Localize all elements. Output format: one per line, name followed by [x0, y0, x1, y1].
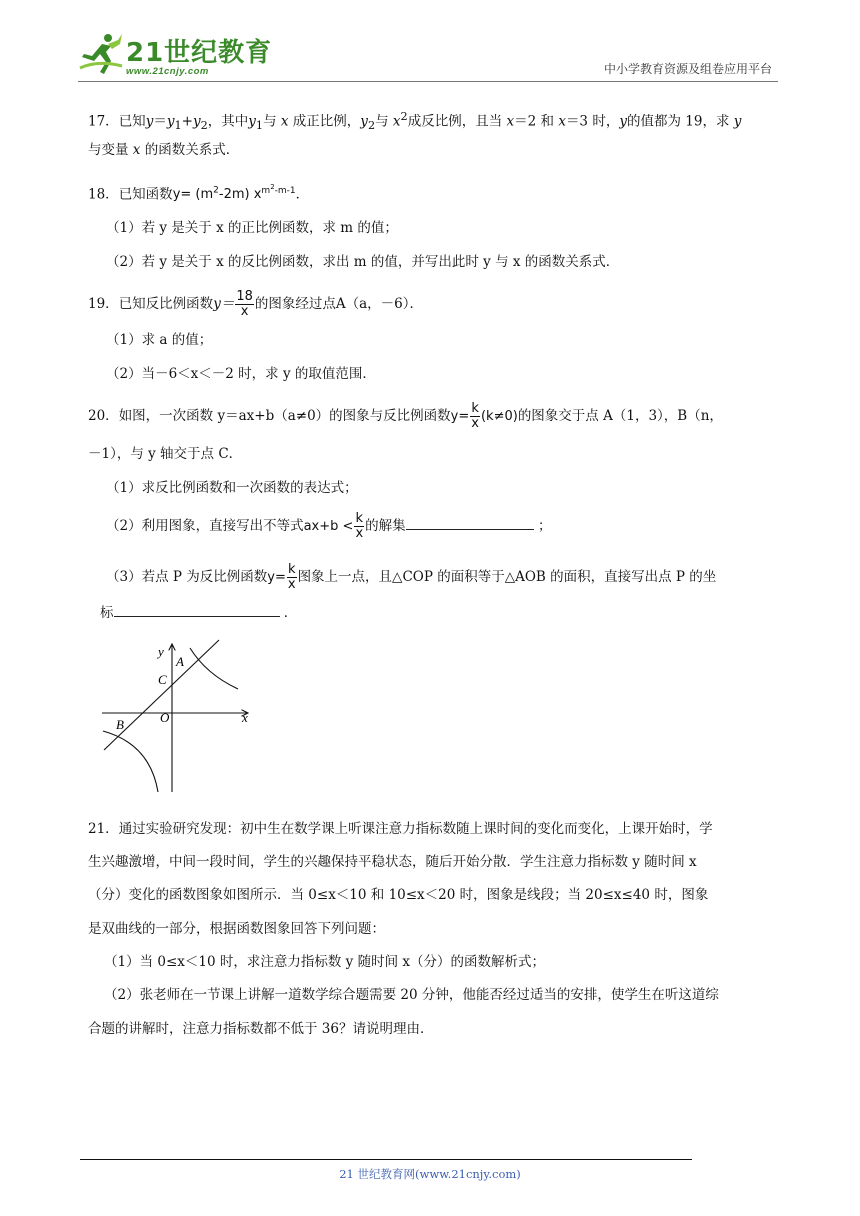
header-divider [78, 81, 778, 82]
q18-formula: $y= (m^2-2m)$ $x^{m^2-m-1}$ [172, 183, 296, 203]
label-x: x [242, 710, 248, 725]
label-A: A [176, 654, 184, 669]
q18-line1: 18．已知函数$y= (m^2-2m)$ $x^{m^2-m-1}$． [88, 183, 310, 203]
hyperbola-branch-2 [103, 731, 158, 792]
q20-fraction-ineq: $\frac{k}{x}$ [355, 511, 364, 541]
q20-fraction-k-x: $\frac{k}{x}$ [471, 401, 479, 431]
q17-line1: 17．已知$y=y_1+y_2$，其中$y_1$与 x 成正比例，$y_2$与 $x^2$成反比例，且当 x＝2 和 x＝3 时，y的值都为 19，求 y [88, 110, 742, 133]
q19-line1: 19．已知反比例函数y＝ $\frac{18}{x}$ 的图象经过点A（a，－6）． [88, 289, 424, 319]
q18-part2: （2）若 y 是关于 x 的反比例函数，求出 m 的值，并写出此时 y 与 x 的函数关系式． [106, 254, 620, 270]
q18-number: 18． [88, 186, 119, 203]
q17-line2: 与变量 x 的函数关系式． [88, 142, 240, 158]
q17-number: 17． [88, 113, 119, 130]
q19-part1: （1）求 a 的值； [106, 332, 213, 348]
q21-part1: （1）当 0≤x＜10 时，求注意力指标数 y 随时间 x（分）的函数解析式； [104, 954, 545, 970]
hyperbola-branch-1 [190, 648, 238, 689]
footer-link[interactable]: 21 世纪教育网(www.21cnjy.com) [339, 1167, 521, 1181]
label-C: C [158, 672, 167, 687]
site-logo[interactable] [78, 30, 273, 80]
q20-part3-cont: 标 ． [100, 605, 298, 621]
answer-blank[interactable] [114, 604, 280, 617]
q20-fraction-p3: $\frac{k}{x}$ [287, 562, 296, 592]
q20-number: 20． [88, 408, 119, 424]
q21-line1: 21．通过实验研究发现：初中生在数学课上听课注意力指标数随上课时间的变化而变化，上课开始时，学 [88, 821, 713, 837]
q20-part1: （1）求反比例函数和一次函数的表达式； [106, 480, 358, 496]
q21-number: 21． [88, 821, 119, 837]
q18-part1: （1）若 y 是关于 x 的正比例函数，求 m 的值； [106, 220, 398, 236]
q20-line1: 20．如图，一次函数 y＝ax+b（a≠0）的图象与反比例函数y= $\frac{k}{x}$ (k≠0)的图象交于点 A（1，3），B（n， [88, 401, 723, 431]
platform-name: 中小学教育资源及组卷应用平台 [603, 62, 772, 76]
q20-graph [98, 636, 258, 796]
runner-icon [78, 30, 124, 76]
label-B: B [116, 717, 124, 732]
answer-blank[interactable] [406, 517, 534, 530]
q21-line2: 生兴趣激增，中间一段时间，学生的兴趣保持平稳状态，随后开始分散．学生注意力指标数 y 随时间 x [88, 854, 697, 870]
q20-part3: （3）若点 P 为反比例函数y= $\frac{k}{x}$ 图象上一点，且△COP 的面积等于△AOB 的面积，直接写出点 P 的坐 [106, 562, 717, 592]
q19-number: 19． [88, 296, 119, 312]
q19-fraction: $\frac{18}{x}$ [236, 289, 253, 319]
q20-part2: （2）利用图象，直接写出不等式ax+b < $\frac{k}{x}$ 的解集 ； [106, 511, 552, 541]
q21-part2: （2）张老师在一节课上讲解一道数学综合题需要 20 分钟，他能否经过适当的安排，使学生在听这道综 [104, 987, 719, 1003]
q21-line3: （分）变化的函数图象如图所示．当 0≤x＜10 和 10≤x＜20 时，图象是线段；当 20≤x≤40 时，图象 [88, 887, 709, 903]
q21-part2-cont: 合题的讲解时，注意力指标数都不低于 36？请说明理由． [88, 1021, 434, 1037]
logo-text: 21世纪教育 [126, 38, 273, 68]
logo-url: www.21cnjy.com [126, 66, 209, 77]
q19-part2: （2）当－6＜x＜－2 时，求 y 的取值范围． [106, 366, 376, 382]
q21-line4: 是双曲线的一部分，根据函数图象回答下列问题： [88, 921, 385, 937]
q20-line2: －1），与 y 轴交于点 C． [88, 446, 243, 462]
label-O: O [160, 710, 170, 725]
footer-divider [80, 1159, 692, 1160]
label-y: y [158, 644, 164, 659]
